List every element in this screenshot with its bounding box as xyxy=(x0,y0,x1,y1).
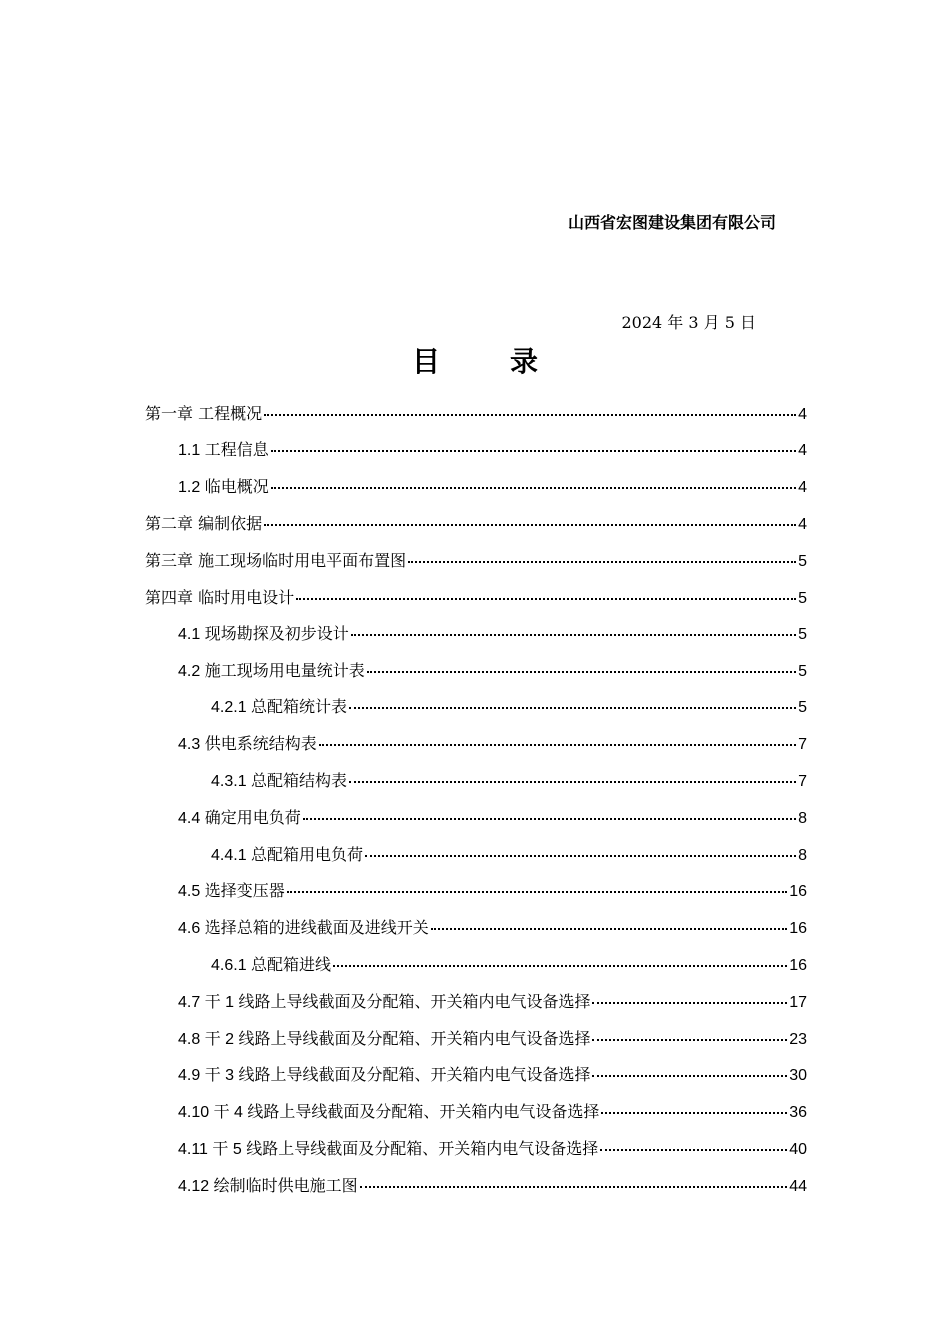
toc-entry[interactable] xyxy=(145,881,807,918)
toc-entry-text: 4.1 现场勘探及初步设计 xyxy=(178,625,349,643)
toc-leader-dots xyxy=(319,744,796,746)
toc-entry[interactable] xyxy=(145,697,807,734)
toc-entry-text: 4.3 供电系统结构表 xyxy=(178,736,317,754)
toc-entry-page: 5 xyxy=(798,662,807,680)
toc-entry-text: 第四章 临时用电设计 xyxy=(145,587,295,607)
toc-entry[interactable] xyxy=(145,624,807,661)
table-of-contents xyxy=(145,403,807,1213)
toc-entry[interactable] xyxy=(145,1065,807,1102)
toc-entry-text: 4.4.1 总配箱用电负荷 xyxy=(211,846,364,864)
toc-entry-text: 4.3.1 总配箱结构表 xyxy=(211,772,348,790)
toc-leader-dots xyxy=(296,598,796,600)
toc-entry[interactable] xyxy=(145,513,807,550)
toc-entry-page: 16 xyxy=(789,883,807,901)
toc-entry-text: 4.11 干 5 线路上导线截面及分配箱、开关箱内电气设备选择 xyxy=(178,1140,599,1158)
toc-entry[interactable] xyxy=(145,477,807,514)
toc-leader-dots xyxy=(408,561,796,563)
toc-entry-text: 1.2 临电概况 xyxy=(178,478,269,496)
toc-entry-page: 5 xyxy=(798,589,807,607)
toc-entry[interactable] xyxy=(145,845,807,882)
toc-entry-page: 44 xyxy=(789,1177,807,1195)
toc-entry[interactable] xyxy=(145,1029,807,1066)
toc-title: 目录 xyxy=(411,345,608,378)
toc-leader-dots xyxy=(600,1149,787,1151)
toc-entry[interactable] xyxy=(145,734,807,771)
toc-entry-text: 1.1 工程信息 xyxy=(178,441,269,459)
toc-leader-dots xyxy=(349,707,796,709)
toc-entry[interactable] xyxy=(145,550,807,587)
toc-entry-page: 8 xyxy=(798,809,807,827)
toc-leader-dots xyxy=(431,928,788,930)
toc-entry-page: 16 xyxy=(789,956,807,974)
toc-leader-dots xyxy=(271,450,796,452)
document-date: 2024 年 3 月 5 日 xyxy=(621,313,756,332)
toc-entry-text: 4.7 干 1 线路上导线截面及分配箱、开关箱内电气设备选择 xyxy=(178,993,591,1011)
toc-entry[interactable] xyxy=(145,955,807,992)
toc-entry[interactable] xyxy=(145,1102,807,1139)
toc-entry-text: 4.9 干 3 线路上导线截面及分配箱、开关箱内电气设备选择 xyxy=(178,1067,591,1085)
toc-entry-text: 第一章 工程概况 xyxy=(145,404,263,423)
toc-entry-text: 第三章 施工现场临时用电平面布置图 xyxy=(145,551,407,571)
toc-leader-dots xyxy=(351,634,796,636)
toc-entry[interactable] xyxy=(145,918,807,955)
toc-entry[interactable] xyxy=(145,1176,807,1213)
toc-entry-page: 4 xyxy=(798,478,807,496)
toc-entry-text: 4.2 施工现场用电量统计表 xyxy=(178,662,365,680)
company-name: 山西省宏图建设集团有限公司 xyxy=(567,213,776,232)
toc-entry-text: 4.5 选择变压器 xyxy=(178,883,285,901)
toc-entry-page: 7 xyxy=(798,736,807,754)
toc-entry-page: 7 xyxy=(798,772,807,790)
toc-entry-text: 4.8 干 2 线路上导线截面及分配箱、开关箱内电气设备选择 xyxy=(178,1030,591,1048)
toc-entry[interactable] xyxy=(145,587,807,624)
toc-entry-page: 5 xyxy=(798,699,807,717)
toc-entry-page: 4 xyxy=(798,441,807,459)
toc-entry-page: 30 xyxy=(789,1067,807,1085)
toc-leader-dots xyxy=(601,1112,787,1114)
toc-entry-page: 8 xyxy=(798,846,807,864)
toc-leader-dots xyxy=(303,818,796,820)
toc-leader-dots xyxy=(592,1002,787,1004)
toc-leader-dots xyxy=(367,671,796,673)
toc-entry-page: 23 xyxy=(789,1030,807,1048)
toc-entry[interactable] xyxy=(145,661,807,698)
toc-entry-text: 4.4 确定用电负荷 xyxy=(178,809,301,827)
toc-leader-dots xyxy=(592,1039,787,1041)
toc-entry-text: 4.6 选择总箱的进线截面及进线开关 xyxy=(178,920,429,938)
toc-leader-dots xyxy=(333,965,787,967)
toc-leader-dots xyxy=(365,855,796,857)
toc-entry[interactable] xyxy=(145,440,807,477)
toc-entry-page: 16 xyxy=(789,920,807,938)
toc-entry-page: 17 xyxy=(789,993,807,1011)
toc-entry[interactable] xyxy=(145,1139,807,1176)
toc-leader-dots xyxy=(592,1075,787,1077)
toc-leader-dots xyxy=(360,1186,788,1188)
toc-leader-dots xyxy=(349,781,796,783)
toc-entry-page: 5 xyxy=(798,553,807,571)
toc-entry-page: 4 xyxy=(798,406,807,423)
toc-entry-page: 36 xyxy=(789,1104,807,1122)
toc-entry[interactable] xyxy=(145,403,807,440)
toc-entry-page: 40 xyxy=(789,1140,807,1158)
toc-entry-text: 4.2.1 总配箱统计表 xyxy=(211,699,348,717)
toc-leader-dots xyxy=(264,524,796,526)
toc-entry-text: 4.6.1 总配箱进线 xyxy=(211,956,332,974)
toc-entry-page: 5 xyxy=(798,625,807,643)
toc-entry[interactable] xyxy=(145,808,807,845)
toc-leader-dots xyxy=(271,487,796,489)
toc-entry[interactable] xyxy=(145,771,807,808)
toc-entry-text: 4.10 干 4 线路上导线截面及分配箱、开关箱内电气设备选择 xyxy=(178,1104,600,1122)
toc-entry-text: 4.12 绘制临时供电施工图 xyxy=(178,1177,358,1195)
toc-leader-dots xyxy=(264,414,796,416)
toc-leader-dots xyxy=(287,891,788,893)
toc-entry-page: 4 xyxy=(798,516,807,534)
toc-entry[interactable] xyxy=(145,992,807,1029)
toc-entry-text: 第二章 编制依据 xyxy=(145,514,263,534)
